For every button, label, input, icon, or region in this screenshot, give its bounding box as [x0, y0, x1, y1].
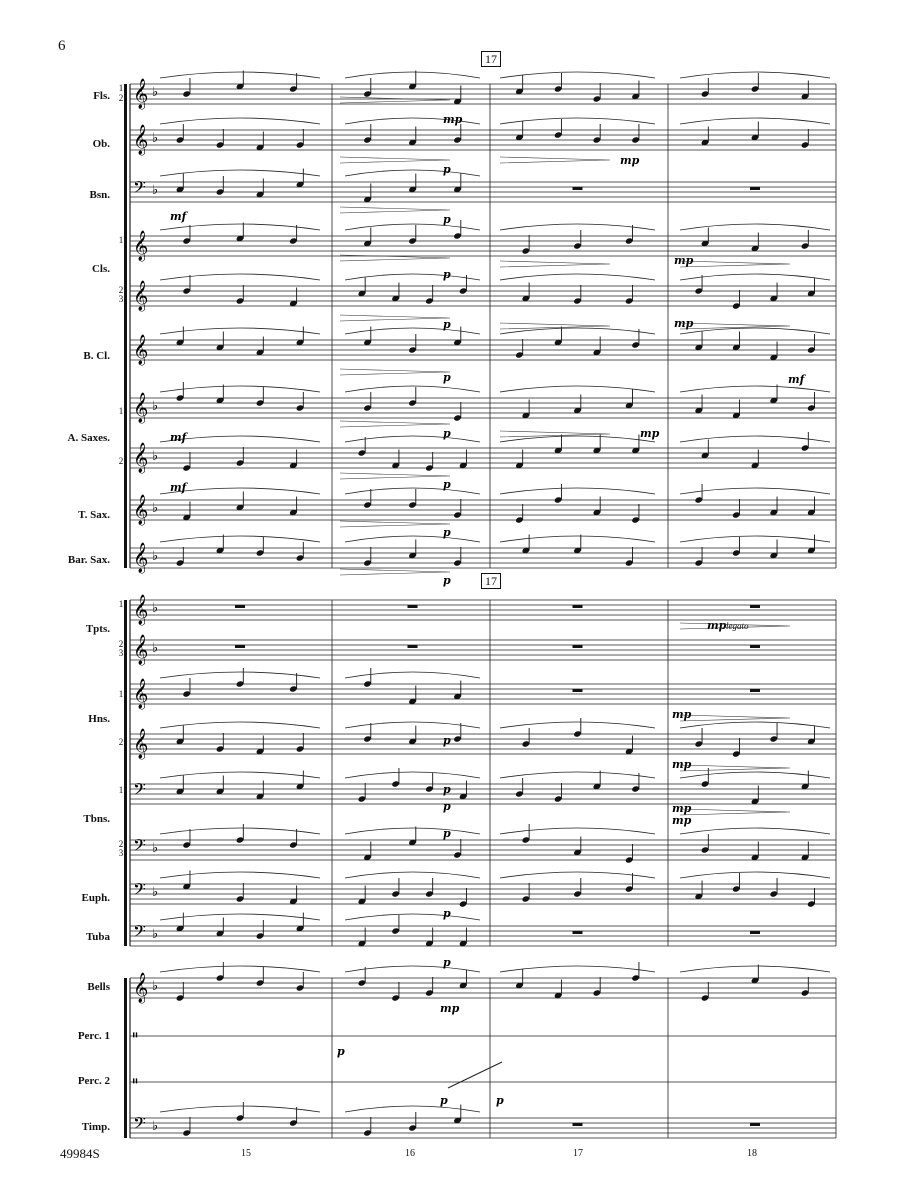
treble-clef-icon: 𝄞 — [133, 79, 149, 109]
slur — [345, 672, 480, 678]
staff-6 — [130, 340, 836, 360]
slur — [345, 488, 480, 494]
slur — [345, 72, 480, 78]
label-trombones: Tbns. — [83, 813, 110, 825]
staff-3 — [130, 182, 836, 202]
dynamic-p-1: p — [443, 163, 451, 176]
slur — [160, 722, 320, 728]
slur — [500, 72, 655, 78]
hairpin-icon — [500, 157, 610, 163]
dynamic-p-10: p — [443, 734, 451, 747]
staff-1 — [130, 84, 836, 104]
slur — [680, 966, 830, 972]
slur — [500, 274, 655, 280]
slur — [345, 536, 480, 542]
slur — [345, 722, 480, 728]
flat-key-signature-icon: ♭ — [152, 85, 159, 100]
slur — [680, 386, 830, 392]
slur — [680, 536, 830, 542]
part-asax-1: 1 — [118, 406, 124, 416]
staff-8 — [130, 448, 836, 468]
staff-16 — [130, 840, 836, 860]
hairpin-icon — [340, 369, 450, 375]
whole-rest — [750, 605, 760, 608]
staff-18 — [130, 926, 836, 946]
slur — [500, 488, 655, 494]
bass-clef-icon: 𝄢 — [133, 177, 146, 201]
measure-number-16: 16 — [405, 1148, 415, 1159]
staff-17 — [130, 884, 836, 904]
whole-rest — [235, 605, 245, 608]
dynamic-p-15: p — [443, 956, 451, 969]
whole-rest — [573, 187, 583, 190]
label-bassoon: Bsn. — [89, 189, 110, 201]
dynamic-p-5: p — [443, 371, 451, 384]
slur — [160, 828, 320, 834]
slur — [680, 722, 830, 728]
dynamic-hn2-mp: mp — [672, 758, 692, 771]
treble-clef-icon: 𝄞 — [133, 231, 149, 261]
bass-clef-icon: 𝄢 — [133, 779, 146, 803]
page-number: 6 — [58, 38, 66, 54]
label-euphonium: Euph. — [81, 892, 110, 904]
dynamic-p-12: p — [443, 800, 451, 813]
staff-5 — [130, 286, 836, 306]
hairpin-icon — [340, 521, 450, 527]
dynamic-fls-mp: mp — [443, 113, 463, 126]
flat-key-signature-icon: ♭ — [152, 501, 159, 516]
slur — [680, 224, 830, 230]
part-fls-1: 1 — [118, 83, 124, 93]
part-cls-2: 2 — [118, 285, 124, 295]
dynamic-p-14: p — [443, 907, 451, 920]
slur — [345, 772, 480, 778]
part-fls-2: 2 — [118, 93, 124, 103]
measure-number-15: 15 — [241, 1148, 251, 1159]
dynamic-ob-mp: mp — [620, 154, 640, 167]
bass-clef-icon: 𝄢 — [133, 879, 146, 903]
slur — [500, 772, 655, 778]
dynamic-cls1-mp: mp — [674, 254, 694, 267]
bass-clef-icon: 𝄢 — [133, 1113, 146, 1137]
treble-clef-icon: 𝄞 — [133, 543, 149, 573]
part-tbns-2: 2 — [118, 839, 124, 849]
slur — [160, 1106, 320, 1112]
label-trumpets: Tpts. — [85, 623, 110, 635]
percussion-clef-icon: 𝄥 — [133, 1074, 138, 1090]
hairpin-icon — [340, 473, 450, 479]
slur — [160, 536, 320, 542]
treble-clef-icon: 𝄞 — [133, 635, 149, 665]
hairpin-icon — [340, 569, 450, 575]
slur — [160, 914, 320, 920]
dynamic-p-4: p — [443, 318, 451, 331]
part-tpts-1: 1 — [118, 599, 124, 609]
slur — [160, 274, 320, 280]
whole-rest — [573, 605, 583, 608]
staff-15 — [130, 784, 836, 804]
flat-key-signature-icon: ♭ — [152, 449, 159, 464]
dynamic-asax1-mf: mf — [170, 431, 187, 444]
staff-12 — [130, 640, 836, 660]
flat-key-signature-icon: ♭ — [152, 1119, 159, 1134]
staff-10 — [130, 548, 836, 568]
staff-lines — [130, 84, 836, 1138]
slur — [680, 72, 830, 78]
flat-key-signature-icon: ♭ — [152, 601, 159, 616]
part-cls-1: 1 — [118, 235, 124, 245]
label-timpani: Timp. — [81, 1121, 110, 1133]
measure-number-17: 17 — [573, 1148, 583, 1159]
slur — [160, 224, 320, 230]
slur — [680, 118, 830, 124]
flat-key-signature-icon: ♭ — [152, 979, 159, 994]
flat-key-signature-icon: ♭ — [152, 641, 159, 656]
hairpin-icon — [680, 715, 790, 721]
slur — [500, 966, 655, 972]
dynamic-asax2-mf: mf — [170, 481, 187, 494]
slur — [160, 386, 320, 392]
slur — [160, 672, 320, 678]
dynamic-asax1-mp: mp — [640, 427, 660, 440]
flat-key-signature-icon: ♭ — [152, 885, 159, 900]
whole-rest — [235, 645, 245, 648]
label-oboe: Ob. — [92, 138, 110, 150]
staff-22 — [130, 1118, 836, 1138]
hairpin-icon — [500, 261, 610, 267]
notes — [160, 71, 830, 1137]
dynamic-p-6: p — [443, 427, 451, 440]
slur — [680, 872, 830, 878]
flat-key-signature-icon: ♭ — [152, 841, 159, 856]
dynamic-p-9: p — [443, 574, 451, 587]
slur — [160, 328, 320, 334]
whole-rest — [408, 605, 418, 608]
system-bracket — [124, 978, 127, 1138]
slur — [345, 170, 480, 176]
slur — [160, 118, 320, 124]
label-percussion-1: Perc. 1 — [77, 1030, 110, 1042]
dynamic-bcl-mf: mf — [788, 373, 805, 386]
staff-13 — [130, 684, 836, 704]
slur — [345, 914, 480, 920]
dynamic-p-2: p — [443, 213, 451, 226]
label-tenor-sax: T. Sax. — [78, 509, 110, 521]
catalog-number: 49984S — [60, 1146, 100, 1161]
slur — [160, 170, 320, 176]
flat-key-signature-icon: ♭ — [152, 927, 159, 942]
treble-clef-icon: 𝄞 — [133, 973, 149, 1003]
slur — [345, 828, 480, 834]
flat-key-signature-icon: ♭ — [152, 183, 159, 198]
hairpin-icon — [680, 809, 790, 815]
hairpin-icon — [340, 315, 450, 321]
staff-2 — [130, 130, 836, 150]
slur — [680, 828, 830, 834]
treble-clef-icon: 𝄞 — [133, 495, 149, 525]
label-bari-sax: Bar. Sax. — [67, 554, 110, 566]
hairpin-icon — [340, 97, 450, 103]
dynamic-p-3: p — [443, 268, 451, 281]
slur — [500, 118, 655, 124]
slur — [500, 224, 655, 230]
part-tbns-1: 1 — [118, 785, 124, 795]
treble-clef-icon: 𝄞 — [133, 125, 149, 155]
staff-4 — [130, 236, 836, 256]
flat-key-signature-icon: ♭ — [152, 131, 159, 146]
label-percussion-2: Perc. 2 — [77, 1075, 110, 1087]
whole-rest — [573, 645, 583, 648]
whole-rest — [408, 645, 418, 648]
part-asax-2: 2 — [118, 456, 124, 466]
hairpin-icon — [340, 421, 450, 427]
dynamic-tpt1-mp: mp — [707, 619, 727, 632]
treble-clef-icon: 𝄞 — [133, 443, 149, 473]
whole-rest — [573, 1123, 583, 1126]
slur — [160, 966, 320, 972]
dynamic-p-16: p — [337, 1045, 345, 1058]
part-tpts-3: 3 — [118, 648, 124, 658]
system-bracket — [124, 84, 127, 568]
dynamic-p-18: p — [496, 1094, 504, 1107]
whole-rest — [573, 689, 583, 692]
barlines — [124, 84, 836, 1138]
hairpin-icon — [340, 207, 450, 213]
hairpin-icon — [340, 157, 450, 163]
part-hns-2: 2 — [118, 737, 124, 747]
treble-clef-icon: 𝄞 — [133, 393, 149, 423]
hairpin-icon — [680, 261, 790, 267]
slur — [500, 722, 655, 728]
slur — [500, 386, 655, 392]
expression-legato: legato — [726, 621, 749, 631]
slur — [160, 872, 320, 878]
label-clarinets: Cls. — [91, 263, 110, 275]
rehearsal-mark-winds: 17 — [481, 51, 501, 67]
slur — [680, 772, 830, 778]
whole-rest — [573, 931, 583, 934]
whole-rest — [750, 931, 760, 934]
slur — [500, 872, 655, 878]
staff-7 — [130, 398, 836, 418]
dynamic-cls23-mp: mp — [674, 317, 694, 330]
label-flutes: Fls. — [93, 90, 110, 102]
slur — [345, 224, 480, 230]
part-cls-3: 3 — [118, 294, 124, 304]
dynamic-p-17: p — [440, 1094, 448, 1107]
slur — [345, 872, 480, 878]
glissando-line — [448, 1062, 502, 1088]
slur — [160, 72, 320, 78]
whole-rest — [750, 187, 760, 190]
slur — [345, 386, 480, 392]
slur — [500, 828, 655, 834]
staff-11 — [130, 600, 836, 620]
whole-rest — [750, 1123, 760, 1126]
hairpin-icon — [680, 765, 790, 771]
whole-rest — [750, 689, 760, 692]
part-tpts-2: 2 — [118, 639, 124, 649]
slur — [500, 436, 655, 442]
bass-clef-icon: 𝄢 — [133, 921, 146, 945]
slur — [345, 328, 480, 334]
dynamic-hn1-mp: mp — [672, 708, 692, 721]
treble-clef-icon: 𝄞 — [133, 595, 149, 625]
part-tbns-3: 3 — [118, 848, 124, 858]
system-bracket — [124, 600, 127, 946]
staff-14 — [130, 734, 836, 754]
dynamic-p-7: p — [443, 478, 451, 491]
slur — [500, 536, 655, 542]
dynamic-tbn1-mp: mp — [672, 802, 692, 815]
dynamic-tbn23-mp: mp — [672, 814, 692, 827]
bass-clef-icon: 𝄢 — [133, 835, 146, 859]
dynamic-bells-mp: mp — [440, 1002, 460, 1015]
label-tuba: Tuba — [85, 931, 110, 943]
treble-clef-icon: 𝄞 — [133, 729, 149, 759]
treble-clef-icon: 𝄞 — [133, 679, 149, 709]
dynamic-p-8: p — [443, 526, 451, 539]
treble-clef-icon: 𝄞 — [133, 335, 149, 365]
flat-key-signature-icon: ♭ — [152, 549, 159, 564]
slur — [500, 328, 655, 334]
slur — [160, 772, 320, 778]
whole-rest — [750, 645, 760, 648]
dynamic-p-13: p — [443, 827, 451, 840]
dynamic-p-11: p — [443, 783, 451, 796]
label-alto-saxes: A. Saxes. — [67, 432, 110, 444]
percussion-clef-icon: 𝄥 — [133, 1028, 138, 1044]
label-bass-clarinet: B. Cl. — [83, 350, 110, 362]
measure-number-18: 18 — [747, 1148, 757, 1159]
label-bells: Bells — [87, 981, 110, 993]
label-horns: Hns. — [88, 713, 110, 725]
treble-clef-icon: 𝄞 — [133, 281, 149, 311]
flat-key-signature-icon: ♭ — [152, 399, 159, 414]
clefs — [133, 78, 158, 1137]
part-hns-1: 1 — [118, 689, 124, 699]
staff-19 — [130, 978, 836, 998]
slur — [345, 1106, 480, 1112]
rehearsal-mark-brass: 17 — [481, 573, 501, 589]
dynamic-bsn-mf: mf — [170, 210, 187, 223]
slur — [680, 436, 830, 442]
dynamic-marks — [170, 97, 807, 1107]
staff-9 — [130, 500, 836, 520]
